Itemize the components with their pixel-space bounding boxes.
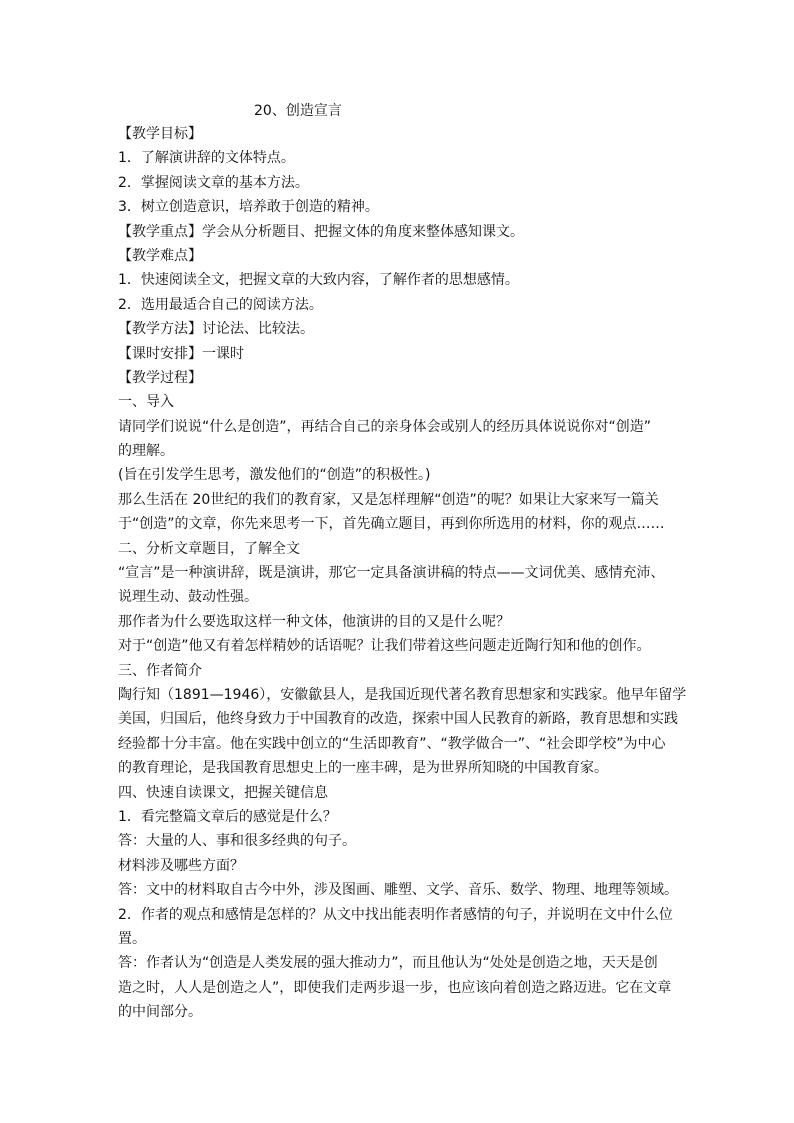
text-line: 答：作者认为“创造是人类发展的强大推动力”，而且他认为“处处是创造之地，天天是创 bbox=[118, 955, 658, 972]
text-line: 造之时，人人是创造之人”，即使我们走两步退一步，也应该向着创造之路迈进。它在文章 bbox=[118, 979, 672, 996]
text-line: 那么生活在 20世纪的我们的教育家，又是怎样理解“创造”的呢？如果让大家来写一篇关 bbox=[118, 491, 659, 508]
text-line: (旨在引发学生思考，激发他们的“创造”的积极性。) bbox=[118, 467, 431, 484]
text-line: 置。 bbox=[118, 930, 146, 947]
text-line: 2．掌握阅读文章的基本方法。 bbox=[118, 174, 309, 191]
text-line: 的理解。 bbox=[118, 443, 174, 460]
document-title: 20、创造宣言 bbox=[254, 103, 342, 119]
text-line: 四、快速自读课文，把握关键信息 bbox=[118, 784, 328, 801]
document-body bbox=[118, 122, 688, 1024]
text-line: 3．树立创造意识，培养敢于创造的精神。 bbox=[118, 199, 379, 216]
text-line: 那作者为什么要选取这样一种文体，他演讲的目的又是什么呢？ bbox=[118, 613, 510, 630]
text-line: 【教学重点】学会从分析题目、把握文体的角度来整体感知课文。 bbox=[118, 223, 524, 240]
text-line: 答：大量的人、事和很多经典的句子。 bbox=[118, 833, 356, 850]
text-line: 【教学目标】 bbox=[118, 126, 202, 142]
text-line: 对于“创造”他又有着怎样精妙的话语呢？让我们带着这些问题走近陶行知和他的创作。 bbox=[118, 638, 651, 655]
text-line: 二、分析文章题目，了解全文 bbox=[118, 540, 300, 557]
text-line: 一、导入 bbox=[118, 394, 174, 411]
text-line: 说理生动、鼓动性强。 bbox=[118, 589, 258, 606]
text-line: 【教学难点】 bbox=[118, 247, 202, 264]
text-line: 2．作者的观点和感情是怎样的？从文中找出能表明作者感情的句子，并说明在文中什么位 bbox=[118, 906, 673, 923]
text-line: 【教学方法】讨论法、比较法。 bbox=[118, 321, 314, 338]
text-line: “宣言”是一种演讲辞，既是演讲，那它一定具备演讲稿的特点——文词优美、感情充沛、 bbox=[118, 565, 665, 582]
text-line: 陶行知（1891—1946），安徽歙县人，是我国近现代著名教育思想家和实践家。他早年留学 bbox=[118, 686, 687, 703]
text-line: 【课时安排】一课时 bbox=[118, 345, 244, 362]
text-line: 请同学们说说“什么是创造”，再结合自己的亲身体会或别人的经历具体说说你对“创造” bbox=[118, 418, 652, 435]
text-line: 1．了解演讲辞的文体特点。 bbox=[118, 150, 295, 167]
text-line: 【教学过程】 bbox=[118, 369, 202, 386]
text-line: 1．快速阅读全文，把握文章的大致内容，了解作者的思想感情。 bbox=[118, 272, 519, 289]
text-line: 答：文中的材料取自古今中外，涉及图画、雕塑、文学、音乐、数学、物理、地理等领域。 bbox=[118, 882, 678, 899]
text-line: 美国，归国后，他终身致力于中国教育的改造，探索中国人民教育的新路，教育思想和实践 bbox=[118, 711, 678, 728]
text-line: 材料涉及哪些方面？ bbox=[118, 857, 244, 874]
text-line: 的中间部分。 bbox=[118, 1004, 202, 1021]
text-line: 的教育理论，是我国教育思想史上的一座丰碑，是为世界所知晓的中国教育家。 bbox=[118, 760, 608, 777]
text-line: 三、作者简介 bbox=[118, 662, 202, 679]
text-line: 1．看完整篇文章后的感觉是什么？ bbox=[118, 808, 337, 825]
text-line: 于“创造”的文章，你先来思考一下，首先确立题目，再到你所选用的材料，你的观点…… bbox=[118, 516, 665, 533]
text-line: 经验都十分丰富。他在实践中创立的“生活即教育”、“教学做合一”、“社会即学校”为中心 bbox=[118, 735, 666, 752]
text-line: 2．选用最适合自己的阅读方法。 bbox=[118, 296, 323, 313]
